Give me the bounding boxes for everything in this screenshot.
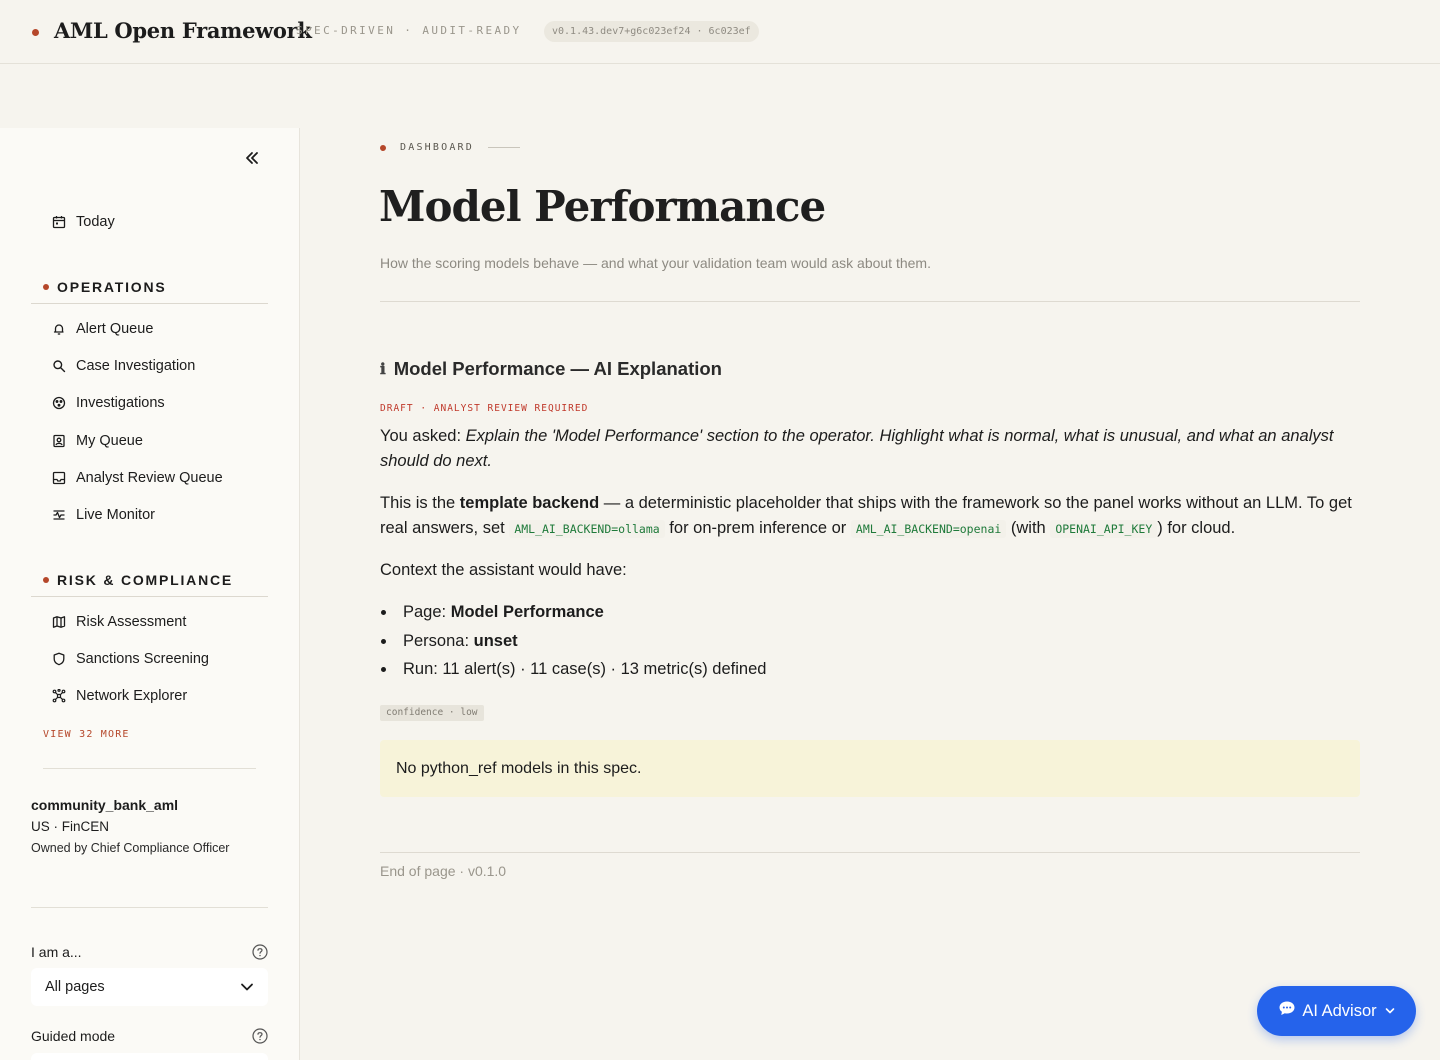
top-bar (0, 0, 1440, 64)
monitor-pulse-icon (52, 508, 66, 522)
confidence-badge: confidence · low (380, 705, 484, 721)
backend-text: — a deterministic placeholder that ships with the framework so the panel works without an LLM. To get real answers, set (380, 494, 1352, 537)
network-icon (52, 689, 66, 703)
asked-text: Explain the 'Model Performance' section to the operator. Highlight what is normal, what is unusual, and what an analyst should do next. (380, 427, 1334, 470)
header-divider (380, 301, 1360, 302)
sidebar-item-label: My Queue (76, 433, 143, 449)
ai-explanation-title: Model Performance — AI Explanation (393, 358, 722, 379)
version-badge: v0.1.43.dev7+g6c023ef24 · 6c023ef (544, 21, 759, 42)
asked-paragraph (380, 424, 1360, 474)
list-item (380, 628, 766, 657)
section-title: OPERATIONS (57, 279, 167, 295)
list-item (380, 599, 766, 628)
shield-icon (52, 652, 66, 666)
sidebar-item-today[interactable] (52, 211, 115, 233)
sidebar-item-analyst-review-queue[interactable] (52, 467, 223, 489)
sidebar-divider (43, 768, 256, 769)
sidebar (0, 128, 300, 1060)
sidebar-item-live-monitor[interactable] (52, 504, 155, 526)
env-var-code: AML_AI_BACKEND=openai (851, 520, 1006, 538)
page-subtitle: How the scoring models behave — and what your validation team would ask about them. (380, 255, 931, 271)
backend-text: for on-prem inference or (664, 519, 851, 537)
breadcrumb (380, 142, 520, 153)
chevron-down-icon (1385, 1007, 1395, 1015)
breadcrumb-line (488, 147, 520, 148)
sidebar-item-label: Case Investigation (76, 358, 196, 374)
breadcrumb-label: DASHBOARD (400, 142, 474, 153)
person-badge-icon (52, 434, 66, 448)
chevron-down-icon (240, 981, 254, 993)
brand-title[interactable]: AML Open Framework (54, 18, 312, 43)
section-operations (31, 279, 268, 304)
puzzle-icon (52, 396, 66, 410)
sidebar-item-label: Risk Assessment (76, 614, 187, 630)
ai-explanation-heading (380, 358, 722, 380)
guided-mode-label: Guided mode (31, 1028, 116, 1044)
backend-text: This is the (380, 494, 460, 512)
notice-box (380, 740, 1360, 797)
sidebar-item-label: Investigations (76, 395, 165, 411)
persona-select[interactable] (31, 968, 268, 1006)
env-var-code: OPENAI_API_KEY (1050, 520, 1157, 538)
backend-bold: template backend (459, 494, 600, 512)
sidebar-item-alert-queue[interactable] (52, 318, 153, 340)
env-var-code: AML_AI_BACKEND=ollama (509, 520, 664, 538)
sidebar-item-label: Alert Queue (76, 321, 154, 337)
calendar-icon (52, 215, 66, 229)
backend-paragraph (380, 491, 1360, 542)
sidebar-item-network-explorer[interactable] (52, 685, 187, 707)
context-intro: Context the assistant would have: (380, 561, 627, 579)
list-item (380, 656, 766, 685)
page-footer: End of page · v0.1.0 (380, 863, 507, 879)
brand-dot (32, 29, 39, 36)
map-icon (52, 615, 66, 629)
context-list (380, 599, 766, 685)
inbox-icon (52, 471, 66, 485)
context-run-text: Run: 11 alert(s) · 11 case(s) · 13 metric(s) defined (403, 660, 767, 678)
draft-label: DRAFT · ANALYST REVIEW REQUIRED (380, 403, 589, 414)
info-icon: ℹ (380, 360, 386, 378)
sidebar-item-risk-assessment[interactable] (52, 611, 186, 633)
sidebar-item-investigations[interactable] (52, 392, 165, 414)
persona-select-value: All pages (45, 979, 105, 995)
section-dot (43, 577, 49, 583)
backend-text: (with (1006, 519, 1051, 537)
section-title: RISK & COMPLIANCE (57, 572, 234, 588)
sidebar-item-label: Sanctions Screening (76, 651, 209, 667)
institution-owner: Owned by Chief Compliance Officer (31, 841, 230, 855)
sidebar-item-sanctions-screening[interactable] (52, 648, 209, 670)
institution-jurisdiction: US · FinCEN (31, 819, 110, 834)
brand-tagline: SPEC-DRIVEN · AUDIT-READY (296, 24, 522, 37)
notice-text: No python_ref models in this spec. (396, 759, 642, 777)
backend-text: ) for cloud. (1157, 519, 1236, 537)
bell-icon (52, 322, 66, 336)
help-icon[interactable] (252, 944, 268, 960)
context-page-value: Model Performance (450, 603, 604, 621)
collapse-sidebar-icon[interactable] (242, 148, 262, 168)
ai-advisor-label: AI Advisor (1302, 1001, 1377, 1020)
help-icon[interactable] (252, 1028, 268, 1044)
context-page-prefix: Page: (403, 603, 451, 621)
sidebar-divider (31, 907, 268, 908)
sidebar-item-label: Live Monitor (76, 507, 155, 523)
sidebar-item-my-queue[interactable] (52, 430, 143, 452)
context-persona-value: unset (473, 631, 518, 650)
ai-advisor-button[interactable] (1257, 986, 1416, 1036)
section-dot (43, 284, 49, 290)
persona-label: I am a... (31, 944, 82, 960)
context-persona-prefix: Persona: (403, 631, 474, 650)
footer-divider (380, 852, 1360, 853)
view-more-link[interactable]: VIEW 32 MORE (43, 729, 130, 740)
section-risk-compliance (31, 572, 268, 597)
page-title: Model Performance (379, 182, 826, 231)
sidebar-item-case-investigation[interactable] (52, 355, 195, 377)
institution-name: community_bank_aml (31, 797, 179, 813)
breadcrumb-dot (380, 145, 386, 151)
sidebar-item-label: Today (76, 214, 115, 230)
search-icon (52, 359, 66, 373)
asked-prefix: You asked: (380, 427, 466, 445)
chat-bubble-icon (1278, 1000, 1296, 1022)
sidebar-item-label: Network Explorer (76, 688, 188, 704)
sidebar-item-label: Analyst Review Queue (76, 470, 223, 486)
guided-mode-select[interactable] (31, 1053, 268, 1060)
